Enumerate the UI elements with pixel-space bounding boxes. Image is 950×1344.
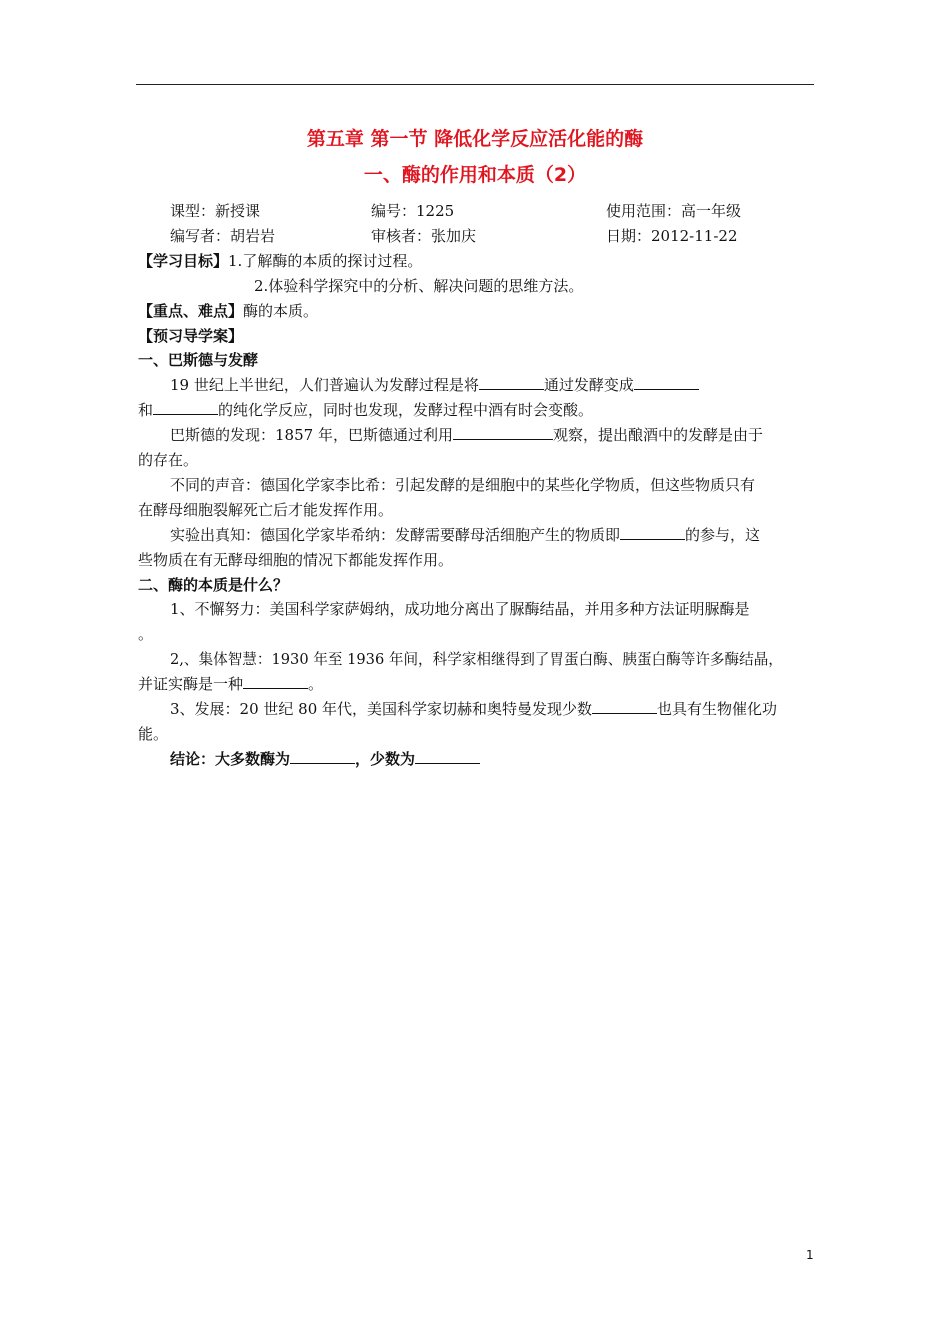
section2-paragraph-2-cont: 并证实酶是一种 。	[138, 675, 324, 693]
goal-item-1: 1.了解酶的本质的探讨过程。	[228, 252, 423, 270]
section1-paragraph-2-cont: 的存在。	[138, 451, 199, 469]
section1-paragraph-3: 不同的声音：德国化学家李比希：引起发酵的是细胞中的某些化学物质，但这些物质只有	[170, 476, 756, 494]
fill-blank	[453, 426, 553, 440]
fill-blank	[290, 750, 355, 764]
goal-item-2: 2.体验科学探究中的分析、解决问题的思维方法。	[254, 277, 584, 295]
focus-difficulty	[138, 300, 318, 321]
section1-paragraph-3-cont: 在酵母细胞裂解死亡后才能发挥作用。	[138, 501, 394, 519]
section-title: 一、酶的作用和本质（2）	[363, 164, 587, 186]
conclusion: 结论：大多数酶为 ，少数为	[170, 748, 480, 769]
header-rule	[136, 84, 814, 85]
date: 日期：2012-11-22	[606, 227, 738, 245]
course-type: 课型：新授课	[170, 202, 261, 220]
section2-heading: 二、酶的本质是什么？	[138, 576, 289, 594]
fill-blank	[479, 376, 544, 390]
chapter-title: 第五章 第一节 降低化学反应活化能的酶	[306, 128, 644, 150]
section1-paragraph-1-cont: 和 的纯化学反应，同时也发现，发酵过程中酒有时会变酸。	[138, 401, 594, 419]
preview-label: 【预习导学案】	[138, 327, 244, 345]
section1-paragraph-1: 19 世纪上半世纪，人们普遍认为发酵过程是将 通过发酵变成	[170, 374, 699, 395]
doc-code: 编号：1225	[371, 202, 455, 220]
fill-blank	[634, 376, 699, 390]
section2-paragraph-3-cont: 能。	[138, 725, 169, 743]
reviewer: 审核者：张加庆	[371, 227, 477, 245]
usage-scope: 使用范围：高一年级	[606, 202, 742, 220]
fill-blank	[243, 675, 308, 689]
focus-text: 酶的本质。	[243, 302, 319, 320]
goals-label: 【学习目标】	[138, 252, 229, 270]
section2-paragraph-3: 3、发展：20 世纪 80 年代，美国科学家切赫和奥特曼发现少数 也具有生物催化功	[170, 700, 778, 718]
fill-blank	[592, 700, 657, 714]
section1-heading: 一、巴斯德与发酵	[138, 351, 259, 369]
section1-paragraph-4-cont: 些物质在有无酵母细胞的情况下都能发挥作用。	[138, 551, 454, 569]
section1-paragraph-4: 实验出真知：德国化学家毕希纳：发酵需要酵母活细胞产生的物质即 的参与，这	[170, 526, 761, 544]
section1-paragraph-2: 巴斯德的发现：1857 年，巴斯德通过利用 观察，提出酿酒中的发酵是由于	[170, 426, 763, 444]
author: 编写者：胡岩岩	[170, 227, 276, 245]
fill-blank	[415, 750, 480, 764]
section2-paragraph-2: 2,、集体智慧：1930 年至 1936 年间，科学家相继得到了胃蛋白酶、胰蛋白酶等许多酶结晶，	[170, 651, 783, 668]
learning-goals	[138, 250, 422, 271]
section2-paragraph-1-cont: 。	[138, 625, 154, 643]
section2-paragraph-1: 1、不懈努力：美国科学家萨姆纳，成功地分离出了脲酶结晶，并用多种方法证明脲酶是	[170, 600, 750, 618]
page-number: 1	[806, 1248, 814, 1262]
fill-blank	[620, 526, 685, 540]
fill-blank	[153, 401, 218, 415]
focus-label: 【重点、难点】	[138, 302, 244, 320]
